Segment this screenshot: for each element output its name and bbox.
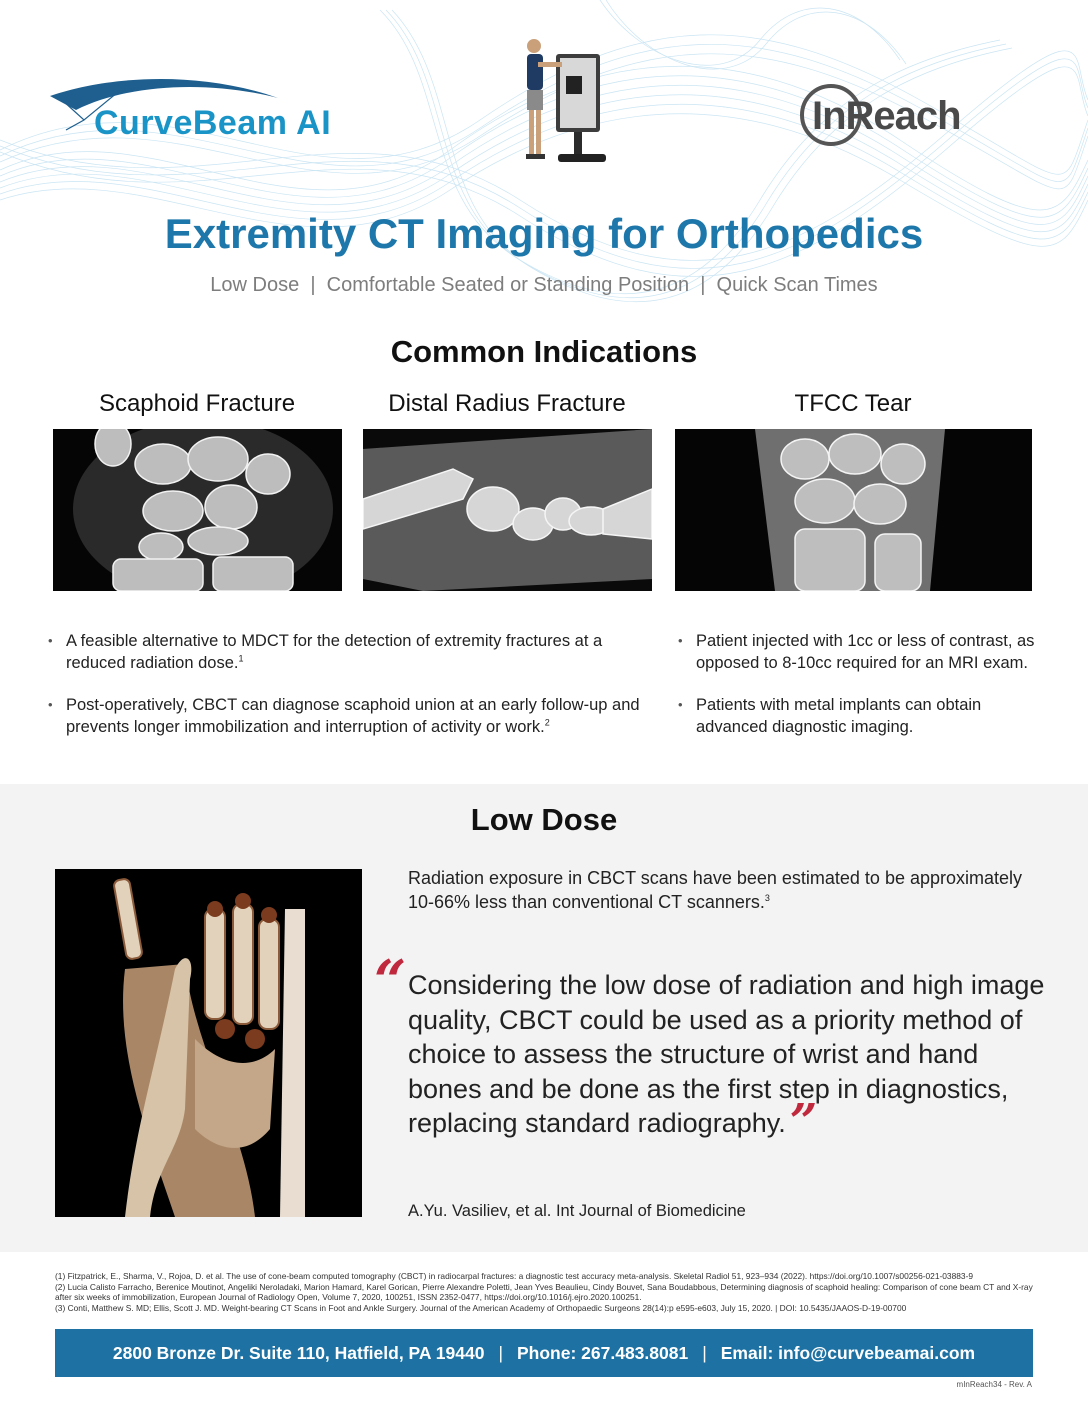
indication-label-distal-radius: Distal Radius Fracture <box>388 390 626 417</box>
bullet-text: Patient injected with 1cc or less of contrast, as opposed to 8-10cc required for an MRI exam. <box>696 632 1035 672</box>
radiation-exposure-text <box>408 866 1028 914</box>
bullet-text: Patients with metal implants can obtain advanced diagnostic imaging. <box>696 696 982 736</box>
ct-scan-tfcc-image <box>675 429 1032 591</box>
contact-separator: | <box>498 1343 503 1363</box>
bullet-item <box>46 694 656 738</box>
pull-quote-text: Considering the low dose of radiation and high image quality, CBCT could be used as a priority method of choice to assess the structure of wrist and hand bones and be done as the first step in diagnostics, replacing standard radiography. <box>408 970 1045 1138</box>
inreach-brand-text: InReach <box>812 94 961 138</box>
bullet-item <box>676 694 1046 738</box>
indications-heading: Common Indications <box>390 334 698 369</box>
indication-label-tfcc: TFCC Tear <box>794 390 912 417</box>
low-dose-heading: Low Dose <box>470 802 618 837</box>
page-subtitle: Low Dose | Comfortable Seated or Standing Position | Quick Scan Times <box>210 274 878 296</box>
reference-item: (2) Lucia Calisto Farracho, Berenice Moutinot, Angeliki Neroladaki, Marion Hamard, Karel Gorican, Pierre Alexandre Poletti, Jean Yves Beaulieu, Cindy Bouvet, Sana Boudabbous, Determining diagnosis of scaphoid healing: Comparison of cone beam CT and X-ray after six weeks of immobilization, European Journal of Radiology Open, Volume 7, 2020, 100251, ISSN 2352-0477, https://doi.org/10.1016/j.ejro.2020.100251. <box>55 1281 1033 1303</box>
ct-scan-scaphoid-image <box>53 429 342 591</box>
contact-phone[interactable]: Phone: 267.483.8081 <box>516 1343 689 1363</box>
close-quote-icon: ” <box>789 1094 818 1150</box>
scanner-device-illustration <box>518 36 610 168</box>
pull-quote <box>408 968 1048 1150</box>
inreach-logo <box>800 84 1020 148</box>
contact-address: 2800 Bronze Dr. Suite 110, Hatfield, PA 19440 <box>112 1343 485 1363</box>
contact-email[interactable]: Email: info@curvebeamai.com <box>720 1343 976 1363</box>
bullet-item <box>676 630 1046 674</box>
reference-item: (3) Conti, Matthew S. MD; Ellis, Scott J. MD. Weight-bearing CT Scans in Foot and Ankle Surgery. Journal of the American Academy of Orthopaedic Surgeons 28(14):p e595-e603, July 15, 2020. | DOI: 10.5435/JAAOS-D-19-00700 <box>55 1302 907 1313</box>
bullet-text: Post-operatively, CBCT can diagnose scaphoid union at an early follow-up and prevents longer immobilization and interruption of activity or work. <box>66 696 640 736</box>
3d-bone-render-image <box>55 869 362 1217</box>
indications-bullets-left <box>46 630 656 758</box>
indication-label-scaphoid: Scaphoid Fracture <box>98 390 296 417</box>
curvebeam-brand-text: CurveBeam AI <box>94 104 332 142</box>
reference-item: (1) Fitzpatrick, E., Sharma, V., Rojoa, D. et al. The use of cone-beam computed tomography (CBCT) in radiocarpal fractures: a diagnostic test accuracy meta-analysis. Skeletal Radiol 51, 923–934 (2022). https://doi.org/10.1007/s00256-021-03883-9 <box>55 1271 974 1281</box>
reference-mark: 1 <box>238 653 244 664</box>
contact-separator: | <box>702 1343 707 1363</box>
page-title: Extremity CT Imaging for Orthopedics <box>164 210 924 257</box>
open-quote-icon: “ <box>374 948 407 1014</box>
document-code: mInReach34 - Rev. A <box>956 1380 1032 1389</box>
bullet-item <box>46 630 656 674</box>
references <box>55 1271 1035 1313</box>
ct-scan-distal-radius-image <box>363 429 652 591</box>
reference-mark: 3 <box>764 893 770 903</box>
curvebeam-logo <box>48 70 368 150</box>
radiation-text-body: Radiation exposure in CBCT scans have been estimated to be approximately 10-66% less than conventional CT scanners. <box>408 868 1023 912</box>
quote-attribution: A.Yu. Vasiliev, et al. Int Journal of Biomedicine <box>408 1202 746 1220</box>
indications-bullets-right <box>676 630 1046 758</box>
bullet-text: A feasible alternative to MDCT for the detection of extremity fractures at a reduced radiation dose. <box>66 632 603 672</box>
contact-bar <box>55 1329 1033 1377</box>
reference-mark: 2 <box>544 717 550 728</box>
